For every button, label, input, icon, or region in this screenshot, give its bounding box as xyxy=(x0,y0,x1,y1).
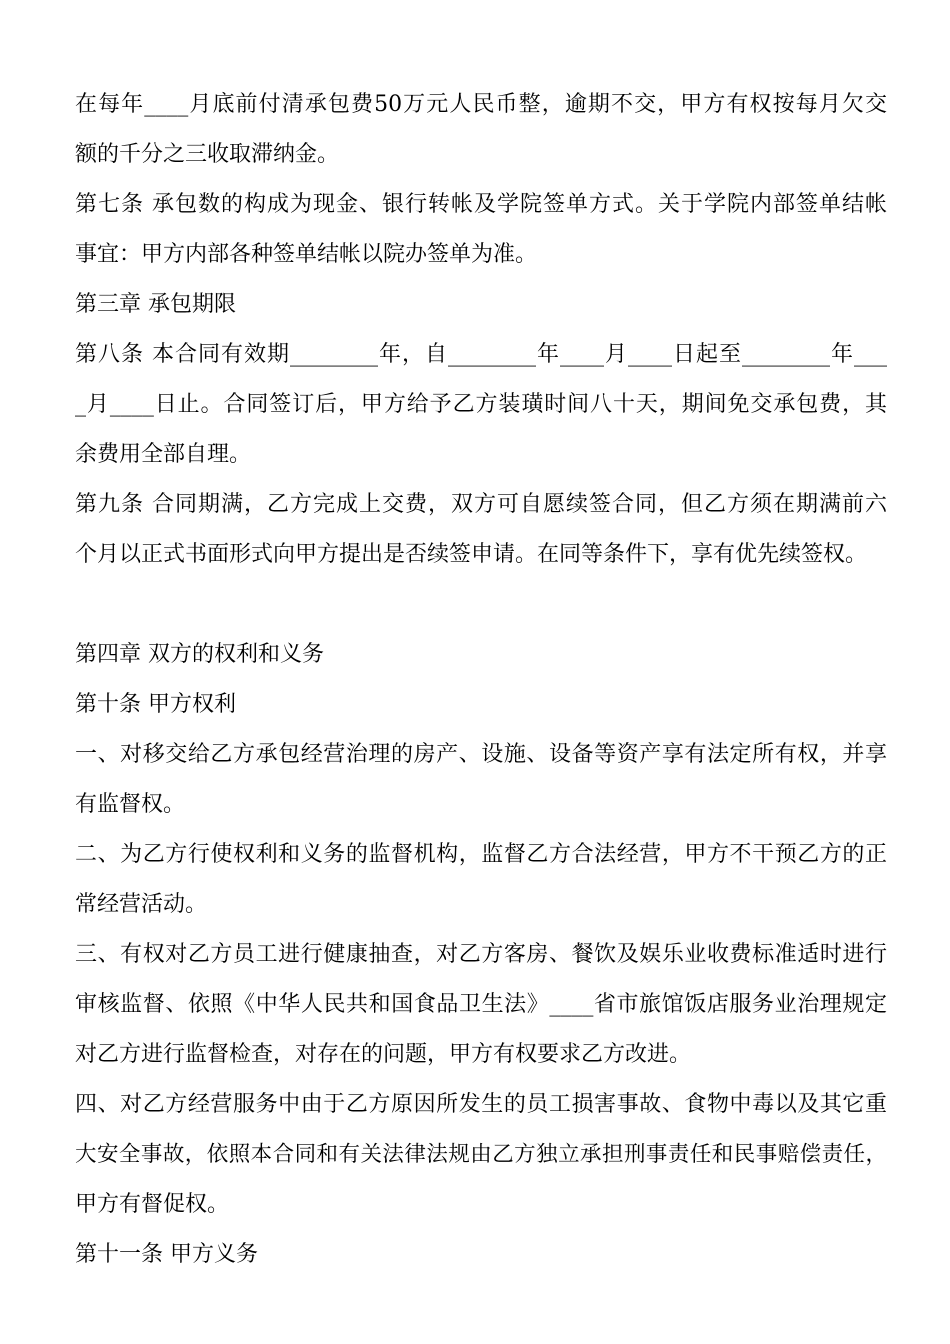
clause-1-line: 一、对移交给乙方承包经营治理的房产、设施、设备等资产享有法定所有权，并享 xyxy=(75,742,887,767)
clause-4-line: 四、对乙方经营服务中由于乙方原因所发生的员工损害事故、食物中毒以及其它重 xyxy=(75,1092,887,1117)
text-line: 在每年____月底前付清承包费50万元人民币整，逾期不交，甲方有权按每月欠交 xyxy=(75,92,887,117)
text-line: 个月以正式书面形式向甲方提出是否续签申请。在同等条件下，享有优先续签权。 xyxy=(75,542,868,567)
chapter-4-heading: 第四章 双方的权利和义务 xyxy=(75,642,324,667)
document-page xyxy=(75,80,887,1280)
text-line: 常经营活动。 xyxy=(75,892,208,917)
article-10-heading: 第十条 甲方权利 xyxy=(75,692,236,717)
clause-2-line: 二、为乙方行使权利和义务的监督机构，监督乙方合法经营，甲方不干预乙方的正 xyxy=(75,842,887,867)
text-line: 有监督权。 xyxy=(75,792,186,817)
text-line: 甲方有督促权。 xyxy=(75,1192,230,1217)
clause-3-line: 三、有权对乙方员工进行健康抽查，对乙方客房、餐饮及娱乐业收费标准适时进行 xyxy=(75,942,887,967)
article-8-line: 第八条 本合同有效期________年，自________年____月____日起至________年___ xyxy=(75,342,887,367)
article-7-line: 第七条 承包数的构成为现金、银行转帐及学院签单方式。关于学院内部签单结帐 xyxy=(75,192,887,217)
text-line: 额的千分之三收取滞纳金。 xyxy=(75,142,340,167)
chapter-3-heading: 第三章 承包期限 xyxy=(75,292,236,317)
article-9-line: 第九条 合同期满，乙方完成上交费，双方可自愿续签合同，但乙方须在期满前六 xyxy=(75,492,887,517)
text-line: _月____日止。合同签订后，甲方给予乙方装璜时间八十天，期间免交承包费，其 xyxy=(75,392,887,417)
text-line: 对乙方进行监督检查，对存在的问题，甲方有权要求乙方改进。 xyxy=(75,1042,692,1067)
text-line: 余费用全部自理。 xyxy=(75,442,252,467)
blank-line xyxy=(75,580,887,630)
text-line: 审核监督、依照《中华人民共和国食品卫生法》____省市旅馆饭店服务业治理规定 xyxy=(75,992,887,1017)
text-line: 大安全事故，依照本合同和有关法律法规由乙方独立承担刑事责任和民事赔偿责任， xyxy=(75,1142,887,1167)
text-line: 事宜：甲方内部各种签单结帐以院办签单为准。 xyxy=(75,242,538,267)
article-11-heading: 第十一条 甲方义务 xyxy=(75,1242,258,1267)
